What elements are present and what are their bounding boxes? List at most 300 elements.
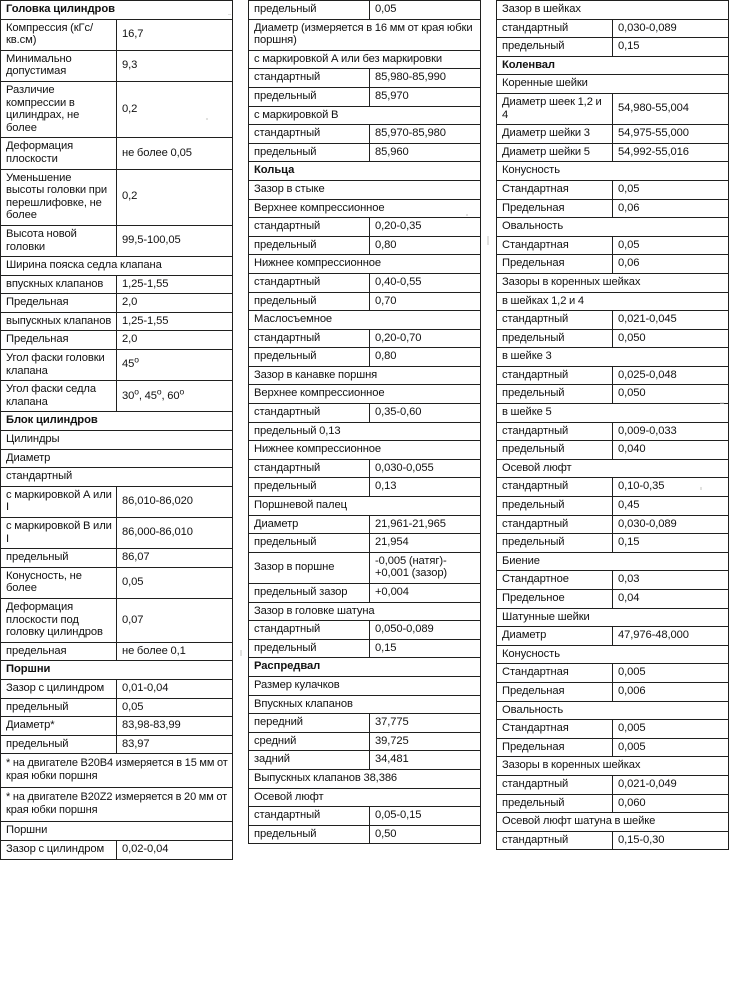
spec-value: 1,25-1,55 — [117, 275, 233, 294]
spec-value: 0,05 — [613, 180, 729, 199]
spec-label: предельный — [249, 143, 370, 162]
section-heading: Поршни — [1, 661, 233, 680]
table-row — [249, 769, 481, 788]
spec-value: 0,40-0,55 — [370, 273, 481, 292]
spec-label: стандартный — [249, 404, 370, 423]
table-row — [497, 218, 729, 237]
spec-value: 30$^o$, 45$^o$, 60$^o$ — [117, 381, 233, 412]
subheading: Биение — [497, 552, 729, 571]
table-row — [249, 552, 481, 583]
table-row — [497, 404, 729, 423]
spec-value: 0,030-0,055 — [370, 459, 481, 478]
spec-label: Диаметр* — [1, 717, 117, 736]
spec-label: Конусность, не более — [1, 567, 117, 598]
spec-label: Деформация плоскости — [1, 138, 117, 169]
spec-value: 0,06 — [613, 255, 729, 274]
spec-value: 86,010-86,020 — [117, 486, 233, 517]
table-row — [1, 225, 233, 256]
spec-value: 0,15-0,30 — [613, 831, 729, 850]
table-row — [1, 661, 233, 680]
spec-value: 0,060 — [613, 794, 729, 813]
spec-label: стандартный — [497, 366, 613, 385]
spec-label: Минимально допустимая — [1, 50, 117, 81]
table-row — [249, 385, 481, 404]
table-row — [249, 534, 481, 553]
spec-value: 2,0 — [117, 331, 233, 350]
spec-value: 0,05 — [117, 567, 233, 598]
spec-table-2 — [248, 0, 481, 844]
spec-value: 85,970-85,980 — [370, 125, 481, 144]
subheading: Осевой люфт — [497, 459, 729, 478]
spec-column-1 — [0, 0, 233, 999]
spec-label: предельный — [497, 329, 613, 348]
subheading: Маслосъемное — [249, 311, 481, 330]
spec-label: Предельная — [497, 255, 613, 274]
spec-value: 0,13 — [370, 478, 481, 497]
table-row — [249, 50, 481, 69]
spec-label: стандартный — [249, 125, 370, 144]
table-row — [497, 422, 729, 441]
subheading: с маркировкой В — [249, 106, 481, 125]
table-row — [249, 602, 481, 621]
table-row — [497, 645, 729, 664]
table-row — [249, 807, 481, 826]
table-row — [1, 840, 233, 859]
spec-value: 0,025-0,048 — [613, 366, 729, 385]
table-row — [1, 19, 233, 50]
table-row — [249, 106, 481, 125]
table-row — [1, 312, 233, 331]
subheading: Верхнее компрессионное — [249, 199, 481, 218]
table-row — [497, 571, 729, 590]
table-row — [249, 311, 481, 330]
spec-label: Предельная — [497, 199, 613, 218]
spec-value: 0,040 — [613, 441, 729, 460]
table-row — [497, 125, 729, 144]
table-row — [497, 794, 729, 813]
spec-value: 99,5-100,05 — [117, 225, 233, 256]
spec-value: 0,009-0,033 — [613, 422, 729, 441]
subheading: Овальность — [497, 218, 729, 237]
table-row — [1, 412, 233, 431]
spec-label: Предельная — [497, 682, 613, 701]
table-row — [249, 788, 481, 807]
table-row — [249, 497, 481, 516]
subheading: Ширина пояска седла клапана — [1, 257, 233, 276]
table-row — [497, 515, 729, 534]
spec-value: 37,775 — [370, 714, 481, 733]
table-row — [497, 459, 729, 478]
spec-label: предельный — [497, 794, 613, 813]
spec-value: 9,3 — [117, 50, 233, 81]
table-row — [249, 162, 481, 181]
table-row — [249, 714, 481, 733]
spec-value: 0,07 — [117, 598, 233, 642]
spec-value: 16,7 — [117, 19, 233, 50]
spec-label: Предельная — [1, 331, 117, 350]
spec-value: 0,050 — [613, 329, 729, 348]
subheading: в шейке 3 — [497, 348, 729, 367]
table-row — [497, 292, 729, 311]
spec-label: Зазор с цилиндром — [1, 679, 117, 698]
table-row — [249, 199, 481, 218]
spec-label: Диаметр шейки 5 — [497, 143, 613, 162]
subheading: Осевой люфт шатуна в шейке — [497, 813, 729, 832]
spec-column-2 — [248, 0, 481, 999]
spec-value: 47,976-48,000 — [613, 627, 729, 646]
table-row — [249, 125, 481, 144]
spec-label: стандартный — [249, 273, 370, 292]
table-row — [1, 598, 233, 642]
spec-value: 86,07 — [117, 549, 233, 568]
subheading: Коренные шейки — [497, 75, 729, 94]
spec-label: Диаметр — [249, 515, 370, 534]
spec-value: 0,2 — [117, 81, 233, 137]
spec-value: 21,961-21,965 — [370, 515, 481, 534]
table-row — [1, 81, 233, 137]
table-row — [1, 257, 233, 276]
subheading: Поршневой палец — [249, 497, 481, 516]
spec-label: стандартный — [497, 478, 613, 497]
table-row — [249, 143, 481, 162]
table-row — [497, 1, 729, 20]
spec-label: Стандартная — [497, 236, 613, 255]
table-row — [497, 813, 729, 832]
table-row — [249, 515, 481, 534]
table-row — [497, 348, 729, 367]
spec-value: 85,980-85,990 — [370, 69, 481, 88]
table-row — [497, 311, 729, 330]
table-row — [1, 486, 233, 517]
spec-value: 0,80 — [370, 348, 481, 367]
spec-value: 0,050-0,089 — [370, 621, 481, 640]
spec-label: Диаметр шейки 3 — [497, 125, 613, 144]
spec-table-3 — [496, 0, 729, 850]
spec-table-3-body — [497, 1, 729, 850]
table-row — [497, 236, 729, 255]
spec-value: 0,20-0,35 — [370, 218, 481, 237]
spec-label: стандартный — [249, 218, 370, 237]
table-row — [497, 38, 729, 57]
spec-label: стандартный — [249, 69, 370, 88]
table-row — [497, 757, 729, 776]
subheading: стандартный — [1, 468, 233, 487]
footnote: * на двигателе B20B4 измеряется в 15 мм от края юбки поршня — [1, 754, 233, 788]
table-row — [497, 255, 729, 274]
spec-value: 0,021-0,049 — [613, 775, 729, 794]
subheading: Выпускных клапанов 38,386 — [249, 769, 481, 788]
table-row — [497, 720, 729, 739]
table-row — [497, 56, 729, 75]
spec-value: 34,481 — [370, 751, 481, 770]
spec-label: средний — [249, 732, 370, 751]
spec-label: стандартный — [497, 831, 613, 850]
subheading: Размер кулачков — [249, 676, 481, 695]
spec-label: впускных клапанов — [1, 275, 117, 294]
spec-value: 0,050 — [613, 385, 729, 404]
table-row — [249, 366, 481, 385]
subheading: Зазоры в коренных шейках — [497, 757, 729, 776]
spec-table-1 — [0, 0, 233, 860]
spec-label: стандартный — [497, 775, 613, 794]
subheading: в шейках 1,2 и 4 — [497, 292, 729, 311]
subheading: Диаметр — [1, 449, 233, 468]
spec-value: 0,005 — [613, 720, 729, 739]
section-heading: Головка цилиндров — [1, 1, 233, 20]
table-row — [249, 218, 481, 237]
table-row — [497, 627, 729, 646]
spec-value: 1,25-1,55 — [117, 312, 233, 331]
spec-label: стандартный — [249, 459, 370, 478]
subheading: Нижнее компрессионное — [249, 255, 481, 274]
table-row — [249, 19, 481, 50]
spec-value: 0,06 — [613, 199, 729, 218]
spec-label: предельный — [249, 236, 370, 255]
table-row — [249, 695, 481, 714]
table-row — [497, 664, 729, 683]
spec-value: 0,2 — [117, 169, 233, 225]
spec-label: Зазор в поршне — [249, 552, 370, 583]
spec-table-2-body — [249, 1, 481, 844]
table-row — [1, 294, 233, 313]
spec-value: не более 0,1 — [117, 642, 233, 661]
section-heading: Коленвал — [497, 56, 729, 75]
spec-label: предельный — [249, 534, 370, 553]
spec-label: предельная — [1, 642, 117, 661]
spec-value: 85,970 — [370, 87, 481, 106]
table-row — [249, 422, 481, 441]
spec-label: предельный — [1, 698, 117, 717]
spec-label: предельный — [497, 534, 613, 553]
subheading: Верхнее компрессионное — [249, 385, 481, 404]
spec-label: стандартный — [249, 329, 370, 348]
table-row — [1, 381, 233, 412]
spec-label: Диаметр шеек 1,2 и 4 — [497, 93, 613, 124]
subheading: Зазор в головке шатуна — [249, 602, 481, 621]
table-row — [1, 50, 233, 81]
spec-label: Диаметр — [497, 627, 613, 646]
spec-value: 0,10-0,35 — [613, 478, 729, 497]
spec-value: 0,005 — [613, 664, 729, 683]
footnote: * на двигателе B20Z2 измеряется в 20 мм от края юбки поршня — [1, 788, 233, 822]
spec-label: Различие компрессии в цилиндрах, не более — [1, 81, 117, 137]
table-row — [249, 732, 481, 751]
table-row — [497, 385, 729, 404]
spec-label: Компрессия (кГс/кв.см) — [1, 19, 117, 50]
spec-label: стандартный — [497, 515, 613, 534]
spec-value: 0,15 — [370, 639, 481, 658]
table-row — [1, 549, 233, 568]
spec-label: предельный — [249, 348, 370, 367]
table-row — [249, 825, 481, 844]
spec-value: 0,03 — [613, 571, 729, 590]
subheading: предельный 0,13 — [249, 422, 481, 441]
spec-value: 0,45 — [613, 497, 729, 516]
spec-label: Угол фаски седла клапана — [1, 381, 117, 412]
subheading: Конусность — [497, 162, 729, 181]
spec-label: предельный — [497, 497, 613, 516]
spec-label: стандартный — [249, 807, 370, 826]
spec-label: стандартный — [497, 19, 613, 38]
table-row — [497, 441, 729, 460]
spec-value: 0,15 — [613, 38, 729, 57]
spec-value: 0,006 — [613, 682, 729, 701]
subheading: Осевой люфт — [249, 788, 481, 807]
spec-label: с маркировкой А или I — [1, 486, 117, 517]
spec-value: 0,70 — [370, 292, 481, 311]
spec-value: 54,975-55,000 — [613, 125, 729, 144]
spec-value: 0,030-0,089 — [613, 19, 729, 38]
spec-value: 39,725 — [370, 732, 481, 751]
table-row — [1, 518, 233, 549]
spec-label: с маркировкой В или I — [1, 518, 117, 549]
spec-label: предельный — [249, 639, 370, 658]
spec-value: 54,992-55,016 — [613, 143, 729, 162]
table-row — [1, 567, 233, 598]
table-row — [249, 658, 481, 677]
spec-label: Стандартное — [497, 571, 613, 590]
spec-label: предельный — [249, 825, 370, 844]
table-row — [497, 93, 729, 124]
table-row — [497, 497, 729, 516]
spec-label: предельный — [249, 478, 370, 497]
table-row — [249, 87, 481, 106]
subheading: Зазор в шейках — [497, 1, 729, 20]
table-row — [497, 701, 729, 720]
subheading: Зазоры в коренных шейках — [497, 273, 729, 292]
table-row — [497, 329, 729, 348]
spec-label: предельный — [497, 441, 613, 460]
table-row — [1, 431, 233, 450]
spec-label: стандартный — [249, 621, 370, 640]
section-heading: Кольца — [249, 162, 481, 181]
spec-value: 0,04 — [613, 590, 729, 609]
table-row — [497, 534, 729, 553]
table-row — [249, 676, 481, 695]
table-row — [249, 639, 481, 658]
subheading: Шатунные шейки — [497, 608, 729, 627]
table-row — [249, 478, 481, 497]
spec-value: 0,021-0,045 — [613, 311, 729, 330]
spec-label: Предельная — [497, 738, 613, 757]
table-row — [1, 331, 233, 350]
spec-value: 0,05 — [370, 1, 481, 20]
table-row — [249, 69, 481, 88]
table-row — [249, 273, 481, 292]
table-row — [497, 180, 729, 199]
table-row — [1, 679, 233, 698]
subheading: в шейке 5 — [497, 404, 729, 423]
table-row — [497, 552, 729, 571]
table-row — [249, 459, 481, 478]
spec-value: 0,05-0,15 — [370, 807, 481, 826]
table-row — [497, 199, 729, 218]
spec-label: Зазор с цилиндром — [1, 840, 117, 859]
spec-label: предельный — [497, 38, 613, 57]
spec-value: 0,02-0,04 — [117, 840, 233, 859]
table-row — [249, 236, 481, 255]
table-row — [249, 751, 481, 770]
table-row — [497, 273, 729, 292]
table-row — [249, 180, 481, 199]
spec-value: 21,954 — [370, 534, 481, 553]
spec-table-1-body — [1, 1, 233, 860]
spec-value: +0,004 — [370, 584, 481, 603]
spec-value: 0,01-0,04 — [117, 679, 233, 698]
spec-value: 45$^o$ — [117, 350, 233, 381]
spec-value: 0,05 — [117, 698, 233, 717]
table-row — [1, 717, 233, 736]
table-row — [497, 738, 729, 757]
spec-label: стандартный — [497, 311, 613, 330]
spec-label: предельный — [249, 292, 370, 311]
section-heading: Распредвал — [249, 658, 481, 677]
spec-label: Предельная — [1, 294, 117, 313]
table-row — [1, 350, 233, 381]
spec-label: Стандартная — [497, 720, 613, 739]
table-row — [249, 441, 481, 460]
spec-value: 83,97 — [117, 735, 233, 754]
spec-value: 0,35-0,60 — [370, 404, 481, 423]
subheading: Овальность — [497, 701, 729, 720]
table-row — [249, 1, 481, 20]
spec-value: 0,15 — [613, 534, 729, 553]
table-row — [497, 366, 729, 385]
subheading: Нижнее компрессионное — [249, 441, 481, 460]
table-row — [249, 348, 481, 367]
spec-value: 0,20-0,70 — [370, 329, 481, 348]
spec-label: Уменьшение высоты головки при перешлифовке, не более — [1, 169, 117, 225]
spec-label: предельный — [1, 549, 117, 568]
subheading: Цилиндры — [1, 431, 233, 450]
table-row — [249, 404, 481, 423]
subheading: Впускных клапанов — [249, 695, 481, 714]
spec-value: 0,05 — [613, 236, 729, 255]
table-row — [1, 698, 233, 717]
table-row — [1, 754, 233, 788]
table-row — [1, 642, 233, 661]
table-row — [1, 449, 233, 468]
table-row — [1, 138, 233, 169]
subheading: Поршни — [1, 822, 233, 841]
subheading: Конусность — [497, 645, 729, 664]
spec-value: не более 0,05 — [117, 138, 233, 169]
table-row — [249, 584, 481, 603]
spec-value: 0,80 — [370, 236, 481, 255]
table-row — [497, 143, 729, 162]
spec-label: Угол фаски головки клапана — [1, 350, 117, 381]
spec-value: 85,960 — [370, 143, 481, 162]
table-row — [1, 735, 233, 754]
spec-value: 2,0 — [117, 294, 233, 313]
table-row — [497, 590, 729, 609]
subheading: Зазор в стыке — [249, 180, 481, 199]
table-row — [497, 608, 729, 627]
spec-label: предельный — [1, 735, 117, 754]
table-row — [1, 275, 233, 294]
spec-label: предельный — [249, 1, 370, 20]
spec-label: Стандартная — [497, 664, 613, 683]
spec-column-3 — [496, 0, 729, 999]
table-row — [249, 329, 481, 348]
spec-value: 83,98-83,99 — [117, 717, 233, 736]
spec-label: Предельное — [497, 590, 613, 609]
table-row — [497, 19, 729, 38]
table-row — [497, 162, 729, 181]
table-row — [249, 255, 481, 274]
table-row — [249, 292, 481, 311]
spec-label: Деформация плоскости под головку цилиндров — [1, 598, 117, 642]
